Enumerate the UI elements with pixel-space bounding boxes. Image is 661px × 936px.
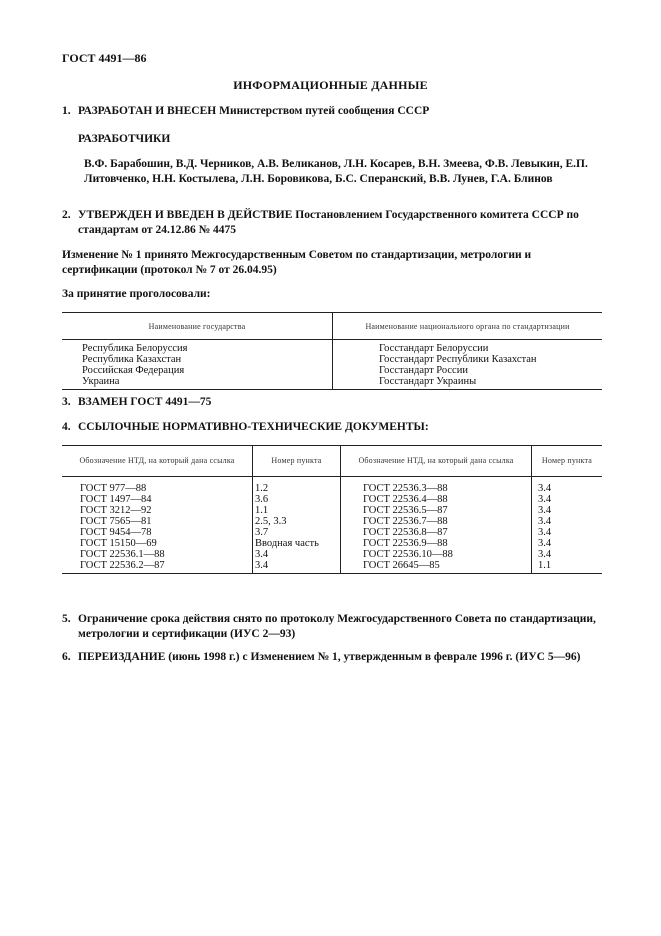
reference-table-header-row [62, 446, 602, 477]
ref-ntd-cell: ГОСТ 22536.5—87 [341, 505, 532, 516]
ref-ntd-cell: ГОСТ 22536.9—88 [341, 538, 532, 549]
section-4-text: ССЫЛОЧНЫЕ НОРМАТИВНО-ТЕХНИЧЕСКИЕ ДОКУМЕНТЫ: [78, 421, 429, 433]
section-5-number: 5. [62, 613, 71, 625]
ref-ntd-cell: ГОСТ 9454—78 [62, 527, 253, 538]
section-6 [62, 650, 602, 665]
vote-state-cell: Украина [62, 376, 333, 390]
table-row [62, 538, 602, 549]
section-4 [62, 420, 602, 435]
table-row [62, 376, 602, 390]
ref-clause-cell: 3.4 [538, 527, 552, 538]
section-3-number: 3. [62, 396, 71, 408]
reference-table-body [62, 477, 602, 574]
section-1 [62, 104, 602, 119]
ref-clause-cell: 3.4 [538, 538, 552, 549]
vote-table-header-row [62, 313, 602, 340]
section-3 [62, 395, 602, 410]
ref-ntd-cell: ГОСТ 22536.4—88 [341, 494, 532, 505]
ref-header-clause-1: Номер пункта [253, 446, 341, 477]
ref-clause-cell: 2.5, 3.3 [253, 516, 341, 527]
table-row [62, 505, 602, 516]
section-5 [62, 612, 602, 642]
developers-block [62, 132, 602, 147]
table-row [62, 560, 602, 574]
ref-header-clause-2: Номер пункта [541, 456, 593, 465]
table-row [62, 549, 602, 560]
section-1-number: 1. [62, 105, 71, 117]
ref-clause-cell: 3.4 [253, 560, 341, 574]
ref-clause-cell: 1.1 [538, 560, 552, 571]
ref-ntd-cell: ГОСТ 22536.8—87 [341, 527, 532, 538]
vote-organ-cell: Госстандарт России [379, 365, 468, 376]
vote-organ-cell: Госстандарт Украины [379, 376, 477, 387]
ref-ntd-cell: ГОСТ 22536.3—88 [341, 477, 532, 495]
section-5-text: Ограничение срока действия снято по протоколу Межгосударственного Совета по стандартизации, метрологии и сертификации (ИУС 2—93) [78, 613, 596, 640]
table-row [62, 477, 602, 495]
table-row [62, 340, 602, 355]
ref-ntd-cell: ГОСТ 22536.2—87 [62, 560, 253, 574]
vote-state-cell: Российская Федерация [62, 365, 333, 376]
vote-table-header-state: Наименование государства [62, 313, 333, 340]
section-4-number: 4. [62, 421, 71, 433]
vote-organ-cell: Госстандарт Белоруссии [379, 343, 489, 354]
ref-ntd-cell: ГОСТ 22536.1—88 [62, 549, 253, 560]
ref-clause-cell: 3.4 [253, 549, 341, 560]
ref-ntd-cell: ГОСТ 977—88 [62, 477, 253, 495]
vote-state-cell: Республика Белоруссия [62, 340, 333, 355]
voted-label: За принятие проголосовали: [62, 288, 211, 300]
table-row [62, 516, 602, 527]
ref-clause-cell: 3.4 [538, 516, 552, 527]
ref-ntd-cell: ГОСТ 3212—92 [62, 505, 253, 516]
vote-table [62, 312, 602, 390]
section-2-number: 2. [62, 209, 71, 221]
document-id: ГОСТ 4491—86 [62, 51, 147, 65]
table-row [62, 365, 602, 376]
reference-table [62, 445, 602, 574]
ref-clause-cell: 3.7 [253, 527, 341, 538]
ref-ntd-cell: ГОСТ 26645—85 [341, 560, 532, 574]
ref-clause-cell: 3.4 [538, 505, 552, 516]
vote-table-header-organ: Наименование национального органа по стандартизации [365, 321, 570, 331]
ref-clause-cell: 1.1 [253, 505, 341, 516]
page-title: ИНФОРМАЦИОННЫЕ ДАННЫЕ [233, 78, 428, 92]
amendment-note: Изменение № 1 принято Межгосударственным Советом по стандартизации, метрологии и сертификации (протокол № 7 от 26.04.95) [62, 249, 532, 276]
ref-clause-cell: 3.4 [538, 483, 552, 494]
ref-ntd-cell: ГОСТ 22536.7—88 [341, 516, 532, 527]
table-row [62, 354, 602, 365]
developers-label: РАЗРАБОТЧИКИ [78, 133, 171, 145]
ref-ntd-cell: ГОСТ 1497—84 [62, 494, 253, 505]
section-6-number: 6. [62, 651, 71, 663]
ref-header-ntd-2: Обозначение НТД, на который дана ссылка [341, 446, 532, 477]
table-row [62, 527, 602, 538]
section-2-text: УТВЕРЖДЕН И ВВЕДЕН В ДЕЙСТВИЕ Постановлением Государственного комитета СССР по стандартам от 24.12.86 № 4475 [78, 209, 579, 236]
section-6-text: ПЕРЕИЗДАНИЕ (июнь 1998 г.) с Изменением № 1, утвержденным в феврале 1996 г. (ИУС 5—96) [78, 651, 581, 663]
ref-clause-cell: 1.2 [253, 477, 341, 495]
ref-header-ntd-1: Обозначение НТД, на который дана ссылка [62, 446, 253, 477]
developers-list: В.Ф. Барабошин, В.Д. Черников, А.В. Великанов, Л.Н. Косарев, В.Н. Змеева, Ф.В. Левыкин, Е.П. Литовченко, Н.Н. Костылева, Л.Н. Боровикова, Б.С. Сперанский, В.В. Лунев, Г.А. Блинов [84, 158, 588, 185]
ref-clause-cell: Вводная часть [253, 538, 341, 549]
ref-clause-cell: 3.6 [253, 494, 341, 505]
table-row [62, 494, 602, 505]
ref-ntd-cell: ГОСТ 15150—69 [62, 538, 253, 549]
ref-ntd-cell: ГОСТ 22536.10—88 [341, 549, 532, 560]
vote-organ-cell: Госстандарт Республики Казахстан [379, 354, 537, 365]
ref-clause-cell: 3.4 [538, 494, 552, 505]
vote-state-cell: Республика Казахстан [62, 354, 333, 365]
ref-ntd-cell: ГОСТ 7565—81 [62, 516, 253, 527]
section-2 [62, 208, 602, 238]
ref-clause-cell: 3.4 [538, 549, 552, 560]
section-1-text: РАЗРАБОТАН И ВНЕСЕН Министерством путей сообщения СССР [78, 105, 430, 117]
section-3-text: ВЗАМЕН ГОСТ 4491—75 [78, 396, 212, 408]
